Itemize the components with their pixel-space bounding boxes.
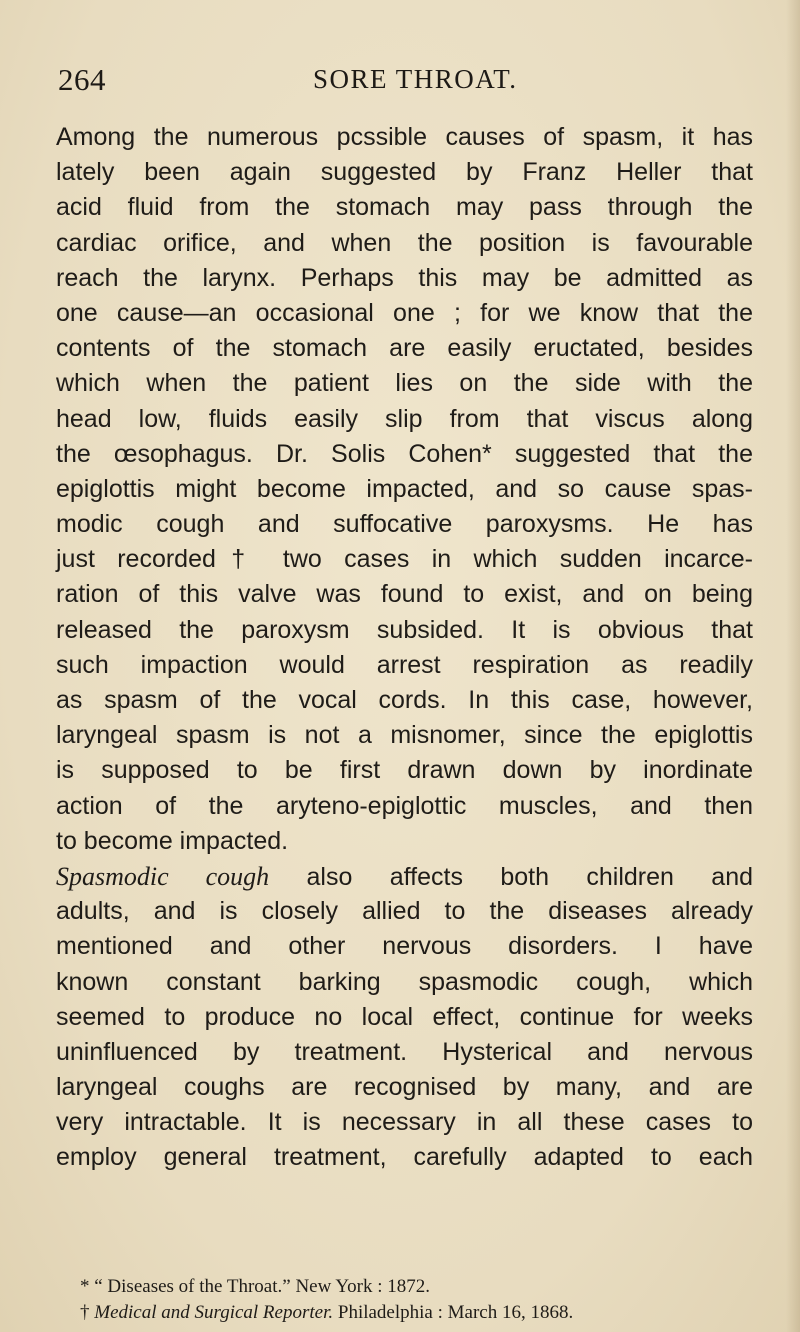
text-line: mentioned and other nervous disorders. I have bbox=[56, 932, 753, 961]
text-line: reach the larynx. Perhaps this may be admitted as bbox=[56, 263, 753, 292]
page-header bbox=[58, 62, 748, 102]
dagger-mark: † bbox=[80, 1302, 90, 1323]
text-line: adults, and is closely allied to the diseases already bbox=[56, 897, 753, 926]
text-line: laryngeal coughs are recognised by many, and are bbox=[56, 1073, 753, 1102]
text-line-paragraph-end: to become impacted. bbox=[56, 826, 289, 855]
text-line: action of the aryteno-epiglottic muscles, and then bbox=[56, 791, 753, 820]
footnote-1: * “ Diseases of the Throat.” New York : 1872. bbox=[80, 1276, 431, 1297]
text-line: lately been again suggested by Franz Heller that bbox=[56, 158, 753, 187]
text-line: cardiac orifice, and when the position is favourable bbox=[56, 228, 753, 257]
footnote-2-rest: Philadelphia : March 16, 1868. bbox=[333, 1302, 574, 1323]
footnotes bbox=[80, 1274, 760, 1326]
text-line: such impaction would arrest respiration as readily bbox=[56, 650, 753, 679]
text-line: head low, fluids easily slip from that viscus along bbox=[56, 404, 753, 433]
text-line: contents of the stomach are easily eructated, besides bbox=[56, 334, 753, 363]
text-line: ration of this valve was found to exist, and on being bbox=[56, 580, 753, 609]
text-line: just recorded† two cases in which sudden incarce- bbox=[56, 545, 753, 574]
text-line: which when the patient lies on the side with the bbox=[56, 369, 753, 398]
text-line: uninfluenced by treatment. Hysterical and nervous bbox=[56, 1037, 753, 1066]
footnote-2-journal: Medical and Surgical Reporter. bbox=[94, 1302, 334, 1323]
text-line: one cause—an occasional one ; for we know that the bbox=[56, 298, 753, 327]
running-title: SORE THROAT. bbox=[313, 64, 518, 94]
text-line: modic cough and suffocative paroxysms. He has bbox=[56, 510, 753, 539]
text-line: very intractable. It is necessary in all these cases to bbox=[56, 1108, 753, 1137]
body-text bbox=[56, 120, 753, 1176]
text-line-paragraph-start bbox=[56, 859, 753, 894]
text-line: acid fluid from the stomach may pass through the bbox=[56, 193, 753, 222]
text-line: laryngeal spasm is not a misnomer, since the epiglottis bbox=[56, 721, 753, 750]
text-line: the œsophagus. Dr. Solis Cohen* suggested that the bbox=[56, 439, 753, 468]
text-line: seemed to produce no local effect, continue for weeks bbox=[56, 1002, 753, 1031]
text-line: Among the numerous pcssible causes of spasm, it has bbox=[56, 123, 753, 151]
italic-term: Spasmodic cough bbox=[56, 861, 270, 891]
text-line: known constant barking spasmodic cough, which bbox=[56, 967, 753, 996]
text-line-rest: also affects both children and bbox=[269, 862, 754, 891]
page-edge-shadow bbox=[786, 0, 800, 1332]
text-line: employ general treatment, carefully adapted to each bbox=[56, 1143, 753, 1172]
footnote-2 bbox=[80, 1300, 760, 1326]
text-line: as spasm of the vocal cords. In this case, however, bbox=[56, 686, 753, 714]
text-line: epiglottis might become impacted, and so cause spas- bbox=[56, 474, 753, 503]
page-number: 264 bbox=[58, 62, 106, 97]
text-line: is supposed to be first drawn down by inordinate bbox=[56, 756, 753, 785]
text-line: released the paroxysm subsided. It is obvious that bbox=[56, 615, 753, 644]
